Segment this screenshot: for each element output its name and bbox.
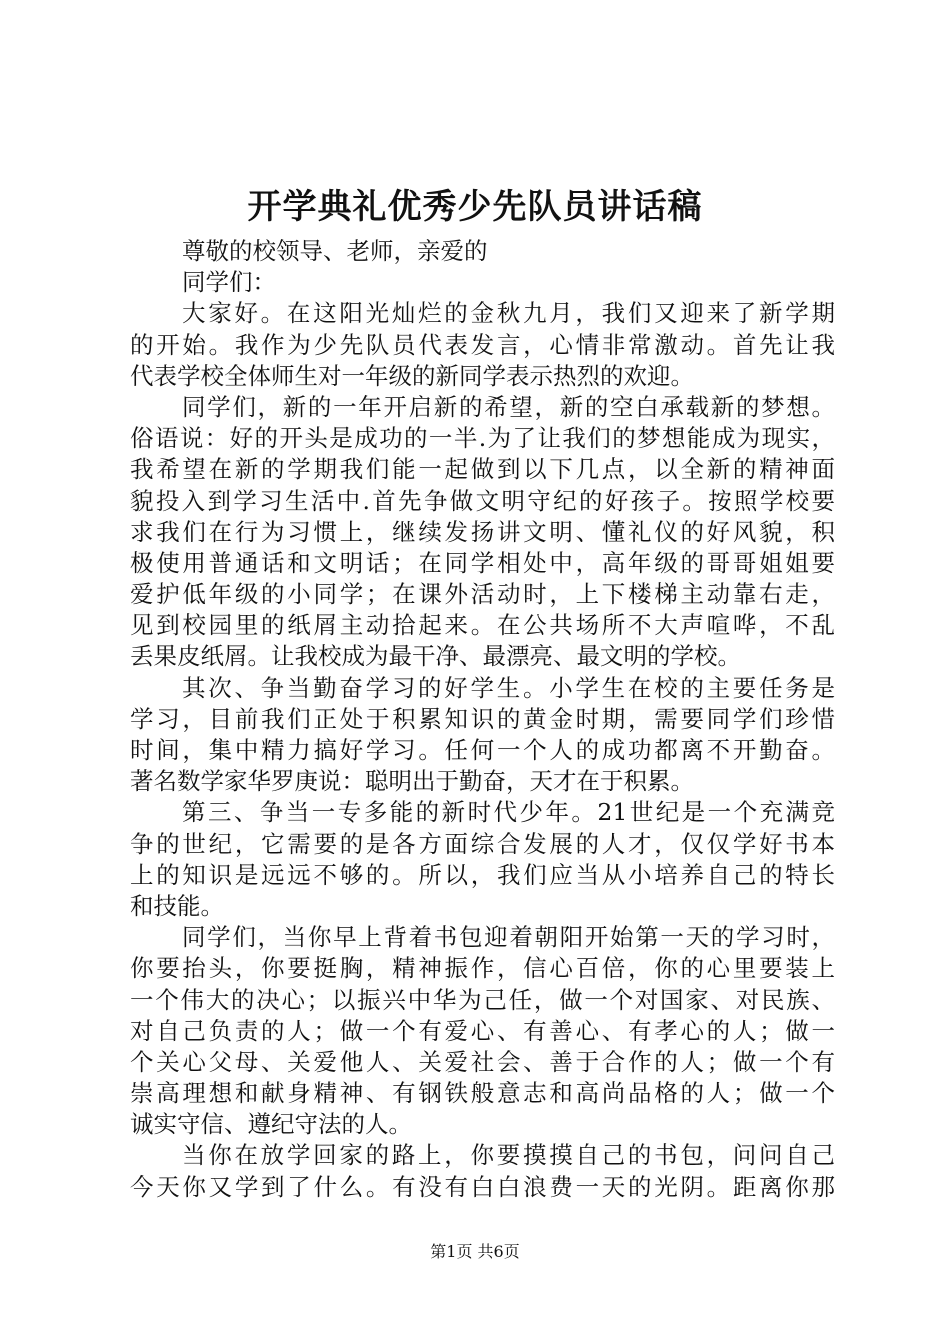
body-line: 大家好。在这阳光灿烂的金秋九月，我们又迎来了新学期 bbox=[182, 299, 835, 328]
body-line: 同学们，新的一年开启新的希望，新的空白承载新的梦想。 bbox=[182, 392, 835, 421]
body-line: 丢果皮纸屑。让我校成为最干净、最漂亮、最文明的学校。 bbox=[130, 642, 741, 671]
body-line: 同学们，当你早上背着书包迎着朝阳开始第一天的学习时， bbox=[182, 923, 835, 952]
document-body bbox=[130, 236, 835, 1203]
body-line: 时间，集中精力搞好学习。任何一个人的成功都离不开勤奋。 bbox=[130, 736, 835, 764]
body-line: 学习，目前我们正处于积累知识的黄金时期，需要同学们珍惜 bbox=[130, 704, 835, 733]
body-line: 和技能。 bbox=[130, 891, 224, 920]
body-line: 个关心父母、关爱他人、关爱社会、善于合作的人；做一个有 bbox=[130, 1047, 835, 1076]
body-line: 今天你又学到了什么。有没有白白浪费一天的光阴。距离你那 bbox=[130, 1172, 835, 1201]
body-line: 爱护低年级的小同学；在课外活动时，上下楼梯主动靠右走， bbox=[130, 580, 835, 609]
body-line: 俗语说：好的开头是成功的一半.为了让我们的梦想能成为现实， bbox=[130, 424, 835, 453]
body-line: 其次、争当勤奋学习的好学生。小学生在校的主要任务是 bbox=[182, 673, 835, 702]
body-line: 第三、争当一专多能的新时代少年。21世纪是一个充满竞 bbox=[182, 798, 835, 827]
body-line: 争的世纪，它需要的是各方面综合发展的人才，仅仅学好书本 bbox=[130, 829, 835, 858]
body-line: 当你在放学回家的路上，你要摸摸自己的书包，问问自己 bbox=[182, 1141, 835, 1170]
body-line: 求我们在行为习惯上，继续发扬讲文明、懂礼仪的好风貌，积 bbox=[130, 517, 835, 546]
body-line: 极使用普通话和文明话；在同学相处中，高年级的哥哥姐姐要 bbox=[130, 548, 835, 577]
body-line: 的开始。我作为少先队员代表发言，心情非常激动。首先让我 bbox=[130, 330, 835, 359]
body-line: 崇高理想和献身精神、有钢铁般意志和高尚品格的人；做一个 bbox=[130, 1079, 835, 1108]
body-line: 见到校园里的纸屑主动拾起来。在公共场所不大声喧哗，不乱 bbox=[130, 611, 835, 640]
document-title: 开学典礼优秀少先队员讲话稿 bbox=[247, 187, 703, 227]
body-line: 诚实守信、遵纪守法的人。 bbox=[130, 1110, 412, 1139]
body-line: 你要抬头，你要挺胸，精神振作，信心百倍，你的心里要装上 bbox=[130, 954, 835, 983]
body-line: 尊敬的校领导、老师，亲爱的 bbox=[182, 237, 488, 265]
body-line: 我希望在新的学期我们能一起做到以下几点，以全新的精神面 bbox=[130, 455, 835, 484]
body-line: 上的知识是远远不够的。所以，我们应当从小培养自己的特长 bbox=[130, 860, 835, 889]
body-line: 同学们： bbox=[182, 268, 276, 297]
body-line: 对自己负责的人；做一个有爱心、有善心、有孝心的人；做一 bbox=[130, 1016, 835, 1045]
body-line: 代表学校全体师生对一年级的新同学表示热烈的欢迎。 bbox=[130, 361, 694, 390]
body-line: 一个伟大的决心；以振兴中华为己任，做一个对国家、对民族、 bbox=[130, 985, 835, 1014]
body-line: 貌投入到学习生活中.首先争做文明守纪的好孩子。按照学校要 bbox=[130, 486, 835, 515]
body-line: 著名数学家华罗庚说：聪明出于勤奋，天才在于积累。 bbox=[130, 767, 694, 796]
page-footer: 第1页 共6页 bbox=[430, 1242, 520, 1261]
